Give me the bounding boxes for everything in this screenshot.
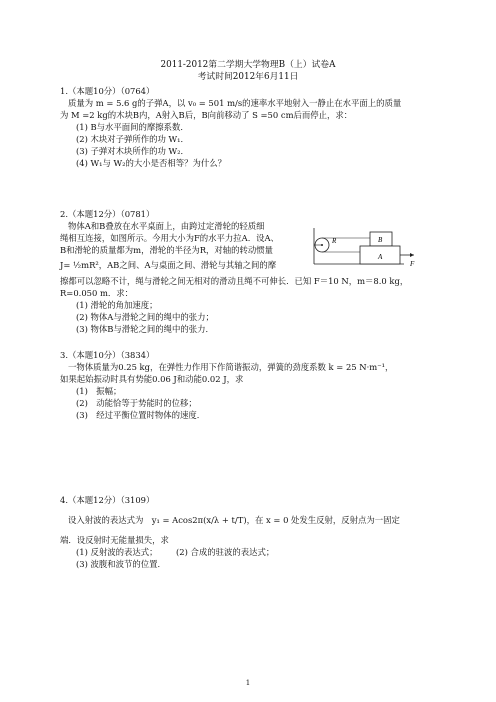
q2-heading: 2.（本题12分）（0781）	[60, 209, 155, 219]
label-R: R	[332, 237, 337, 245]
q2-formula-line: J= ½mR²，AB之间、A与桌面之间、滑轮与其轴之间的摩	[60, 260, 277, 270]
exam-title: 2011-2012第二学期大学物理B（上）试卷A	[160, 60, 336, 70]
q2-line2: 绳相互连接，如图所示。今用大小为F的水平力拉A．设A、	[60, 233, 279, 243]
label-F: F	[410, 260, 415, 268]
q3-heading: 3.（本题10分）（3834）	[60, 350, 155, 360]
q2-item-1: (1) 滑轮的角加速度；	[76, 300, 158, 310]
page-number: 1	[245, 679, 251, 687]
q1-item-2: (2) 木块对子弹所作的功 W₁．	[76, 134, 189, 144]
q1-item-3: (3) 子弹对木块所作的功 W₂．	[76, 146, 189, 156]
q4-item-2: (2) 合成的驻波的表达式；	[176, 547, 275, 557]
q3-line1: 一物体质量为0.25 kg，在弹性力作用下作简谐振动，弹簧的劲度系数 k = 25 N·m⁻¹，	[68, 362, 394, 372]
label-A: A	[378, 253, 383, 261]
q2-line6: R=0.050 m．求：	[60, 288, 134, 298]
exam-time: 考试时间2012年6月11日	[197, 72, 299, 82]
q2-line3: B和滑轮的质量都为m，滑轮的半径为R，对轴的转动惯量	[60, 245, 274, 255]
q4-line2: 端．设反射时无能量损失，求	[60, 535, 169, 545]
q2-item-3: (3) 物体B与滑轮之间的绳中的张力．	[76, 324, 214, 334]
q3-item-3: (3) 经过平衡位置时物体的速度．	[76, 410, 206, 420]
q4-item-3: (3) 波腹和波节的位置．	[76, 559, 166, 569]
q4-item-1: (1) 反射波的表达式；	[76, 547, 158, 557]
q4-line1: 设入射波的表达式为 y₁ = Acos2π(x/λ + t/T)，在 x = 0 处发生反射，反射点为一固定	[68, 515, 400, 525]
q2-item-2: (2) 物体A与滑轮之间的绳中的张力；	[76, 312, 214, 322]
q1-heading: 1.（本题10分）（0764）	[60, 86, 155, 96]
q1-item-4: (4) W₁与 W₂的大小是否相等？为什么？	[76, 158, 226, 168]
q3-item-1: (1) 振幅；	[76, 386, 122, 396]
q1-line2: 为 M =2 kg的木块B内，A射入B后，B向前移动了 S =50 cm后而停止，求：	[60, 110, 353, 120]
q4-heading: 4.（本题12分）（3109）	[60, 495, 155, 505]
pulley-blocks-figure	[312, 226, 418, 272]
q3-item-2: (2) 动能恰等于势能时的位移；	[76, 398, 197, 408]
q1-line1: 质量为 m = 5.6 g的子弹A，以 v₀ = 501 m/s的速率水平地射入一静止在水平面上的质量	[68, 98, 402, 108]
q2-line1: 物体A和B叠放在水平桌面上，由跨过定滑轮的轻质细	[68, 221, 265, 231]
q2-line5: 擦都可以忽略不计，绳与滑轮之间无相对的滑动且绳不可伸长．已知 F＝10 N，m＝8.0 kg，	[60, 276, 409, 286]
label-B: B	[378, 236, 383, 244]
force-arrow-head	[410, 253, 414, 257]
q1-item-1: (1) B与水平面间的摩擦系数．	[76, 122, 189, 132]
q3-line2: 如果起始振动时具有势能0.06 J和动能0.02 J，求	[60, 374, 244, 384]
